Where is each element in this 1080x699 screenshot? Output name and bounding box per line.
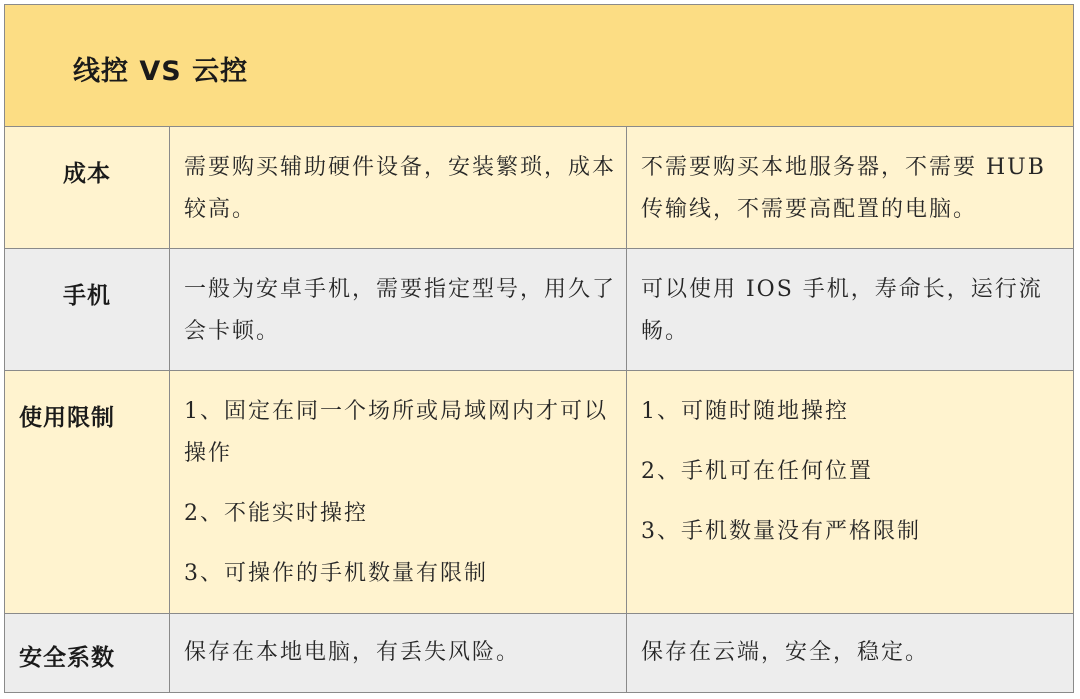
row-label-cell (5, 127, 170, 248)
table-row-security (5, 614, 1073, 692)
cloud-cell (627, 127, 1073, 248)
cloud-item: 3、手机数量没有严格限制 (641, 519, 921, 544)
wire-cell (170, 249, 627, 370)
cloud-list (641, 391, 1063, 553)
row-label-cell (5, 614, 170, 692)
cloud-text: 可以使用 IOS 手机，寿命长，运行流畅。 (641, 277, 1043, 344)
table-row-cost (5, 127, 1073, 249)
wire-item: 1、固定在同一个场所或局域网内才可以操作 (184, 399, 608, 466)
cloud-cell (627, 614, 1073, 692)
table-header (5, 5, 1073, 127)
cloud-cell (627, 371, 1073, 613)
row-label: 手机 (63, 283, 111, 309)
row-label-cell (5, 249, 170, 370)
wire-item: 3、可操作的手机数量有限制 (184, 561, 488, 586)
cloud-cell (627, 249, 1073, 370)
row-label: 使用限制 (19, 405, 115, 431)
cloud-item: 1、可随时随地操控 (641, 399, 849, 424)
wire-cell (170, 614, 627, 692)
wire-text: 一般为安卓手机，需要指定型号，用久了会卡顿。 (184, 277, 617, 344)
wire-text: 需要购买辅助硬件设备，安装繁琐，成本较高。 (184, 155, 617, 222)
wire-text: 保存在本地电脑，有丢失风险。 (184, 640, 521, 665)
cloud-text: 不需要购买本地服务器，不需要 HUB 传输线，不需要高配置的电脑。 (641, 155, 1046, 222)
cloud-item: 2、手机可在任何位置 (641, 459, 873, 484)
row-label-cell (5, 371, 170, 613)
wire-item: 2、不能实时操控 (184, 501, 368, 526)
row-label: 安全系数 (19, 645, 115, 671)
table-row-limits (5, 371, 1073, 614)
wire-cell (170, 127, 627, 248)
wire-list (184, 391, 616, 595)
table-title: 线控 VS 云控 (73, 56, 249, 87)
table-row-phone (5, 249, 1073, 371)
wire-cell (170, 371, 627, 613)
row-label: 成本 (63, 161, 111, 187)
cloud-text: 保存在云端，安全，稳定。 (641, 640, 930, 665)
comparison-table (4, 4, 1074, 693)
